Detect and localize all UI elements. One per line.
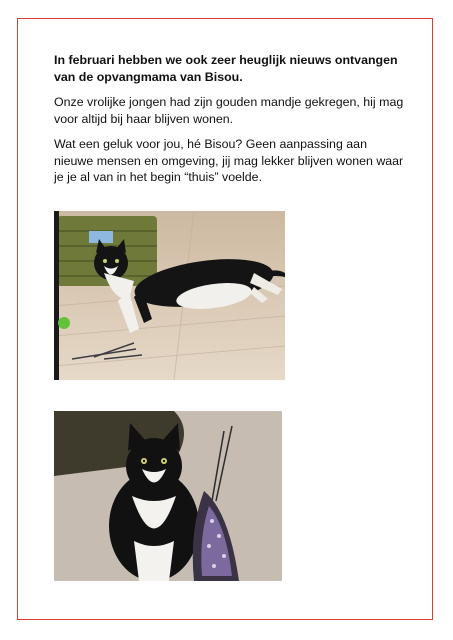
paragraph-2: Wat een geluk voor jou, hé Bisou? Geen aanpassing aan nieuwe mensen en omgeving, jij mag lekker blijven wonen waar je je al van in het begin “thuis” voelde. (54, 137, 404, 184)
cat-photo-lying (54, 211, 285, 380)
paragraph-1: Onze vrolijke jongen had zijn gouden mandje gekregen, hij mag voor altijd bij haar blijven wonen. (54, 95, 404, 126)
cat-photo-sitting (54, 411, 282, 581)
article-text (54, 52, 404, 195)
article-heading: In februari hebben we ook zeer heuglijk nieuws ontvangen van de opvangmama van Bisou. (54, 53, 398, 84)
